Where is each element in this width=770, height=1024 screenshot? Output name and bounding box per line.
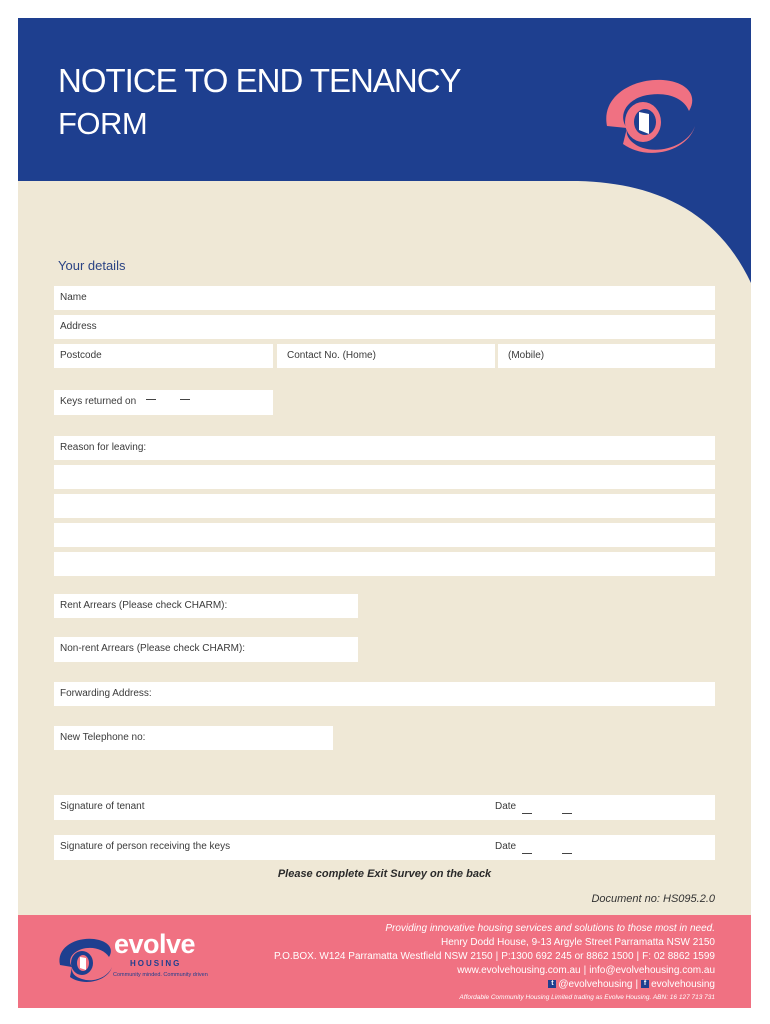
signature-receiver-field[interactable]	[54, 835, 715, 860]
exit-survey-note: Please complete Exit Survey on the back	[277, 868, 492, 880]
signature-tenant-label: Signature of tenant	[60, 801, 145, 812]
footer-web-line: www.evolvehousing.com.au | info@evolvehousing.com.au	[457, 965, 715, 976]
facebook-icon: f	[641, 980, 649, 988]
date-label: Date	[495, 801, 517, 812]
contact-mobile-field[interactable]	[498, 344, 715, 368]
address-label: Address	[60, 321, 97, 332]
footer-abn: Affordable Community Housing Limited trading as Evolve Housing. ABN: 16 127 713 731	[459, 994, 715, 1001]
contact-home-field[interactable]	[277, 344, 495, 368]
document-number: Document no: HS095.2.0	[591, 893, 715, 905]
signature-receiver-label: Signature of person receiving the keys	[60, 841, 231, 852]
footer-tagline: Providing innovative housing services and solutions to those most in need.	[385, 923, 715, 934]
footer-social-line: t @evolvehousing | f evolvehousing	[548, 979, 715, 990]
section-your-details: Your details	[58, 258, 126, 273]
footer-brand-tagline: Community minded. Community driven	[113, 972, 208, 978]
nonrent-arrears-label: Non-rent Arrears (Please check CHARM):	[60, 643, 246, 654]
date-blank	[522, 804, 532, 814]
evolve-logo-icon	[54, 933, 116, 989]
footer-facebook[interactable]: evolvehousing	[651, 979, 715, 990]
name-field[interactable]	[54, 286, 715, 310]
reason-line[interactable]	[54, 465, 715, 489]
forwarding-address-field[interactable]	[54, 682, 715, 706]
date-blank	[562, 844, 572, 854]
footer-twitter[interactable]: @evolvehousing	[558, 979, 633, 990]
footer-email[interactable]: info@evolvehousing.com.au	[589, 965, 715, 976]
footer-phone: P:1300 692 245 or 8862 1500	[501, 951, 634, 962]
new-telephone-field[interactable]	[54, 726, 333, 750]
reason-line[interactable]	[54, 523, 715, 547]
footer-fax: F: 02 8862 1599	[642, 951, 715, 962]
date-label: Date	[495, 841, 517, 852]
reason-field[interactable]	[54, 436, 715, 460]
name-label: Name	[60, 292, 87, 303]
reason-line[interactable]	[54, 494, 715, 518]
forwarding-address-label: Forwarding Address:	[60, 688, 152, 699]
keys-returned-field[interactable]	[54, 390, 273, 415]
rent-arrears-label: Rent Arrears (Please check CHARM):	[60, 600, 228, 611]
footer-address: Henry Dodd House, 9-13 Argyle Street Parramatta NSW 2150	[440, 937, 715, 948]
postcode-label: Postcode	[60, 350, 102, 361]
footer-website[interactable]: www.evolvehousing.com.au	[457, 965, 581, 976]
date-blank	[180, 390, 190, 400]
footer-po-box: P.O.BOX. W124 Parramatta Westfield NSW 2150	[273, 951, 493, 962]
new-telephone-label: New Telephone no:	[60, 732, 146, 743]
keys-returned-label: Keys returned on	[60, 396, 137, 407]
date-blank	[146, 390, 156, 400]
date-blank	[562, 804, 572, 814]
signature-tenant-field[interactable]	[54, 795, 715, 820]
form-subtitle: FORM	[58, 106, 148, 141]
address-field[interactable]	[54, 315, 715, 339]
footer-brand: evolve	[114, 929, 196, 959]
reason-line[interactable]	[54, 552, 715, 576]
date-blank	[522, 844, 532, 854]
reason-label: Reason for leaving:	[60, 442, 147, 453]
nonrent-arrears-field[interactable]	[54, 637, 358, 662]
rent-arrears-field[interactable]	[54, 594, 358, 618]
form-page	[18, 18, 751, 1008]
twitter-icon: t	[548, 980, 556, 988]
footer-contact-line: P.O.BOX. W124 Parramatta Westfield NSW 2150 | P:1300 692 245 or 8862 1500 | F: 02 8862 1599	[273, 951, 715, 962]
postcode-field[interactable]	[54, 344, 273, 368]
form-title: NOTICE TO END TENANCY	[58, 62, 461, 99]
footer-brand-sub: HOUSING	[130, 959, 182, 968]
evolve-logo-icon	[593, 66, 703, 166]
contact-mobile-label: (Mobile)	[508, 350, 545, 361]
footer	[18, 915, 751, 1008]
contact-home-label: Contact No. (Home)	[287, 350, 376, 361]
